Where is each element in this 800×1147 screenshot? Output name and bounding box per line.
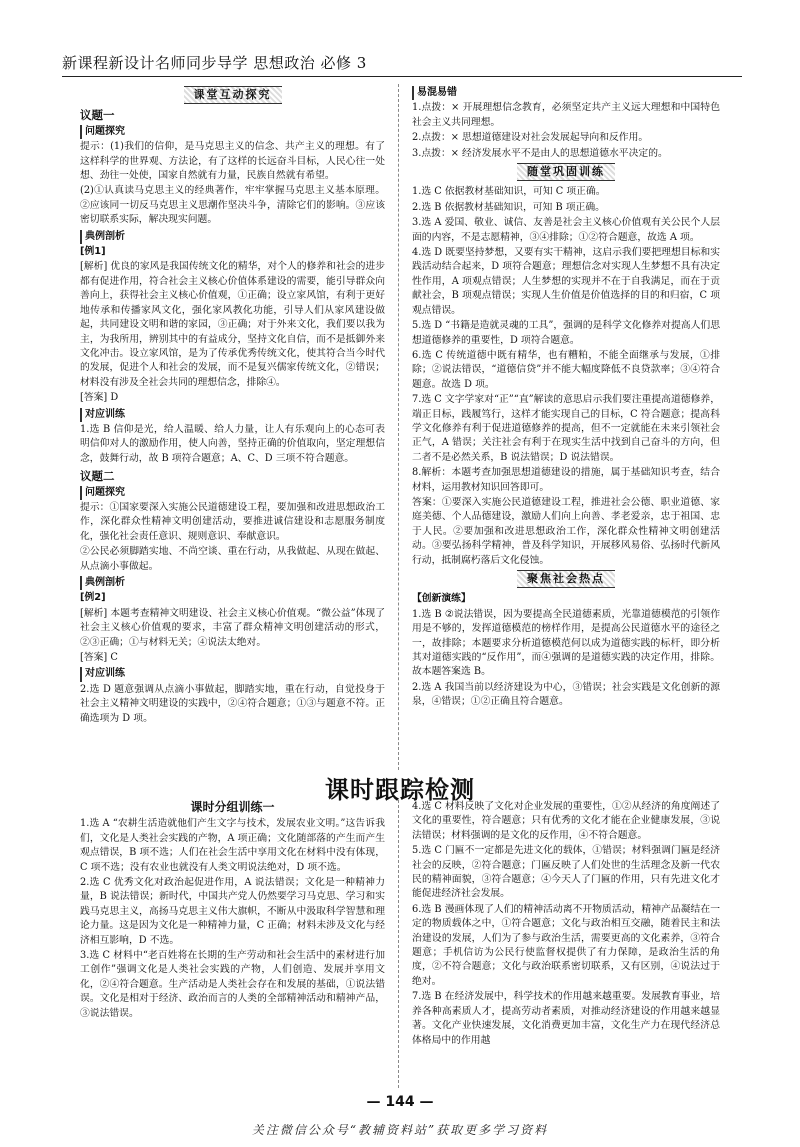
main-title: 课时跟踪检测 <box>325 776 475 804</box>
paragraph: 4.选 C 材料反映了文化对企业发展的重要性，①②从经济的角度阐述了文化的重要性，符合题意；只有优秀的文化才能在企业健康发展，③说法错误；材料强调的是文化的反作用，④不符合题意。 <box>412 801 720 841</box>
paragraph: 6.选 C 传统道德中既有精华，也有糟粕，不能全面继承与发展，①排除；②说法错误，“道德信贷”并不能大幅度降低不良贷款率；③④符合题意。故选 D 项。 <box>412 349 720 390</box>
paragraph: 2.选 C 优秀文化对政治起促进作用，A 说法错误；文化是一种精神力量，B 说法错误；新时代，中国共产党人仍然要学习马克思、学习和实践马克思主义，高扬马克思主义伟大旗帜，不断从中汲取科学智慧和理论力量。这是因为文化是一种精神力量，C 正确；材料未涉及文化与经济相互影响，D 不选。 <box>80 877 385 946</box>
left-column <box>80 84 385 770</box>
sub-label: 对应训练 <box>80 408 385 422</box>
paragraph: 6.选 B 漫画体现了人们的精神活动离不开物质活动，精神产品凝结在一定的物质载体之中，①符合题意；文化与政治相互交融，随着民主和法治建设的发展，人们为了参与政治生活，需要更高的文化素养，③符合题意；手机信访为公民行使监督权提供了有力保障，是政治生活的角度，②不符合题意；文化与政治联系密切联系，又有区别，④说法过于绝对。 <box>412 903 720 987</box>
paragraph: 2.选 B 依据教材基础知识，可知 B 项正确。 <box>412 201 605 213</box>
paragraph: [解析] 本题考查精神文明建设、社会主义核心价值观。“微公益”体现了社会主义核心价值观的要求，丰富了群众精神文明创建活动的形式，②③正确；①与材料无关；④说法太绝对。 <box>80 607 385 648</box>
column-divider <box>398 84 399 770</box>
page-header: 新课程新设计名师同步导学 思想政治 必修 3 <box>62 54 367 72</box>
paragraph: 5.选 C 门匾不一定都是先进文化的载体，①错误；材料强调门匾是经济社会的反映，②符合题意；门匾反映了人们处世的生活理念及新一代农民的精神面貌，③符合题意；④今天人了门匾的作用，只有先进文化才能促进经济社会发展。 <box>412 845 720 900</box>
example-label: [例1] <box>80 246 106 258</box>
paragraph: 提示：①国家要深入实施公民道德建设工程，要加强和改进思想政治工作，深化群众性精神文明创建活动，要推进诚信建设和志愿服务制度化，强化社会责任意识、规则意识、奉献意识。 <box>80 501 385 542</box>
page-number: — 144 — <box>366 1094 434 1110</box>
answer: [答案] C <box>80 652 118 664</box>
paragraph: ②公民必须脚踏实地、不尚空谈、重在行动，从我做起、从现在做起、从点滴小事做起。 <box>80 546 385 572</box>
paragraph: 3.选 C 材料中“老百姓将在长期的生产劳动和社会生活中的素材进行加工创作”强调文化是人类社会实践的产物，人们创造、发展并享用文化，②④符合题意。生产活动是人类社会存在和发展的基础，①说法错误。文化是相对于经济、政治而言的人类的全部精神活动和精神产品，③说法错误。 <box>80 950 385 1019</box>
paragraph: 7.选 B 在经济发展中，科学技术的作用越来越重要。发展教育事业，培养各种高素质人才，提高劳动者素质，对推动经济建设的作用越来越显著。文化产业快速发展，文化消费更加丰富，文化生产力在现代经济总体格局中的作用越 <box>412 991 720 1046</box>
paragraph: 3.选 A 爱国、敬业、诚信、友善是社会主义核心价值观有关公民个人层面的内容，不是志愿精神，③④排除；①②符合题意，故选 A 项。 <box>412 217 720 243</box>
topic-heading: 议题二 <box>80 469 115 484</box>
section-title: 课堂互动探究 <box>80 86 385 104</box>
sub-label: 典例剖析 <box>80 230 385 244</box>
paragraph: 1.选 B 信仰是光，给人温暖、给人力量，让人有乐观向上的心态可表明信仰对人的激励作用，使人向善，坚持正确的价值取向，坚定理想信念，鼓舞行动，故 B 项符合题意；A、C、D 三项不符合题意。 <box>80 423 385 464</box>
paragraph: 1.点拨：× 开展理想信念教育，必须坚定共产主义远大理想和中国特色社会主义共同理想。 <box>412 102 720 128</box>
column-divider <box>398 800 399 1088</box>
paragraph: 3.点拨：× 经济发展水平不是由人的思想道德水平决定的。 <box>412 147 668 159</box>
sub-label: 易混易错 <box>412 86 720 100</box>
paragraph: 1.选 C 依据教材基础知识，可知 C 项正确。 <box>412 186 606 198</box>
paragraph: 8.解析：本题考查加强思想道德建设的措施，属于基础知识考查，结合材料，运用教材知识回答即可。 <box>412 467 720 493</box>
sub-label: 问题探究 <box>80 486 385 500</box>
paragraph: 4.选 D 既要坚持梦想，又要有实干精神，这启示我们要把理想目标和实践活动结合起来，D 项符合题意；理想信念对实现人生梦想不具有决定性作用，A 项观点错误；人生梦想的实现并不在于自我满足，而在于贡献社会，B 项观点错误；实现人生价值是价值选择的目的和归宿，C 项观点错误。 <box>412 247 720 316</box>
sub-label: 问题探究 <box>80 125 385 139</box>
paragraph: 1.选 B ②说法错误，因为要提高全民道德素质，光靠道德模范的引领作用是不够的，发挥道德模范的榜样作用，是提高公民道德水平的途径之一，故排除；本题要求分析道德模范何以成为道德实践的标杆，即分析其对道德实践的“反作用”，而④强调的是道德实践的决定作用，排除。故本题答案选 B。 <box>412 608 720 678</box>
paragraph: 1.选 A “农耕生活造就他们产生文字与技术，发展农业文明。”这告诉我们，文化是人类社会实践的产物，A 项正确；文化随部落的产生而产生观点错误，B 项不选；人们在社会生活中享用文化在材料中没有体现，C 项不选；没有农业也就没有人类文明说法绝对，D 项不选。 <box>80 818 385 873</box>
answer: [答案] D <box>80 392 119 404</box>
paragraph: (2)①认真读马克思主义的经典著作，牢牢掌握马克思主义基本原理。②应该同一切反马克思主义思潮作坚决斗争，清除它们的影响。③应该密切联系实际，解决现实问题。 <box>80 185 385 226</box>
paragraph: 2.点拨：× 思想道德建设对社会发展起导向和反作用。 <box>412 132 649 144</box>
paragraph: 提示：(1)我们的信仰，是马克思主义的信念、共产主义的理想。有了这样科学的世界观、方法论，有了这样的长远奋斗目标，人民心往一处想、劲往一处使，国家自然就有力量，民族自然就有希望。 <box>80 141 385 182</box>
promo-footer: 关注微信公众号“教辅资料站”获取更多学习资料 <box>251 1123 549 1137</box>
header-rule <box>62 76 742 77</box>
bottom-right-column <box>412 800 720 1088</box>
paragraph: 答案：①要深入实施公民道德建设工程，推进社会公德、职业道德、家庭美德、个人品德建设，激励人们向上向善、孝老爱亲，忠于祖国、忠于人民。②要加强和改进思想政治工作，深化群众性精神文明创建活动。③要弘扬科学精神，普及科学知识，开展移风易俗、弘扬时代新风行动，抵制腐朽落后文化侵蚀。 <box>412 496 720 566</box>
sub-label: 典例剖析 <box>80 576 385 590</box>
paragraph: 5.选 D “书籍是造就灵魂的工具”，强调的是科学文化修养对提高人们思想道德修养的重要性，D 项符合题意。 <box>412 320 720 346</box>
paragraph: 2.选 D 题意强调从点滴小事做起，脚踏实地，重在行动，自觉投身于社会主义精神文明建设的实践中，②④符合题意；①③与题意不符。正确选项为 D 项。 <box>80 683 385 724</box>
bottom-left-column <box>80 800 385 1088</box>
topic-heading: 议题一 <box>80 108 115 123</box>
subsection-title: 课时分组训练一 <box>190 800 275 814</box>
section-title: 随堂巩固训练 <box>412 163 720 181</box>
paragraph: 2.选 A 我国当前以经济建设为中心，③错误；社会实践是文化创新的源泉，④错误；①②正确且符合题意。 <box>412 681 720 708</box>
paragraph: 7.选 C 文字学家对“正”“直”解读的意思启示我们要注重提高道德修养，端正目标，践履笃行，这样才能实现自己的目标，C 符合题意；提高科学文化修养有利于促进道德修养的提高，但不一定就能在未来引领社会正气，A 错误；关注社会有利于在现实生活中找到自己奋斗的方向，但二者不是必然关系，B 说法错误；D 说法错误。 <box>412 394 720 463</box>
sub-label: 对应训练 <box>80 667 385 681</box>
section-title: 聚焦社会热点 <box>412 570 720 588</box>
paragraph: [解析] 优良的家风是我国传统文化的精华，对个人的修养和社会的进步都有促进作用，符合社会主义核心价值体系建设的需要，能引导群众向善向上，获得社会主义核心价值观，①正确；设立家风馆，有利于更好地传承和传播家风文化，强化家风教化功能，引导人们从家风建设做起，共同建设文明和谐的家园，③正确；对于外来文化，我们要以我为主，为我所用，辨别其中的有益成分，坚持文化自信，而不是抵御外来文化冲击。设立家风馆，是为了传承优秀传统文化，使其符合当今时代的发展，促进个人和社会的发展，而不是复兴儒家传统文化，②错误；材料没有涉及全社会共同的理想信念，排除④。 <box>80 261 385 388</box>
example-label: [例2] <box>80 592 106 604</box>
right-column <box>412 84 720 770</box>
sub-label: 【创新演练】 <box>412 593 471 605</box>
